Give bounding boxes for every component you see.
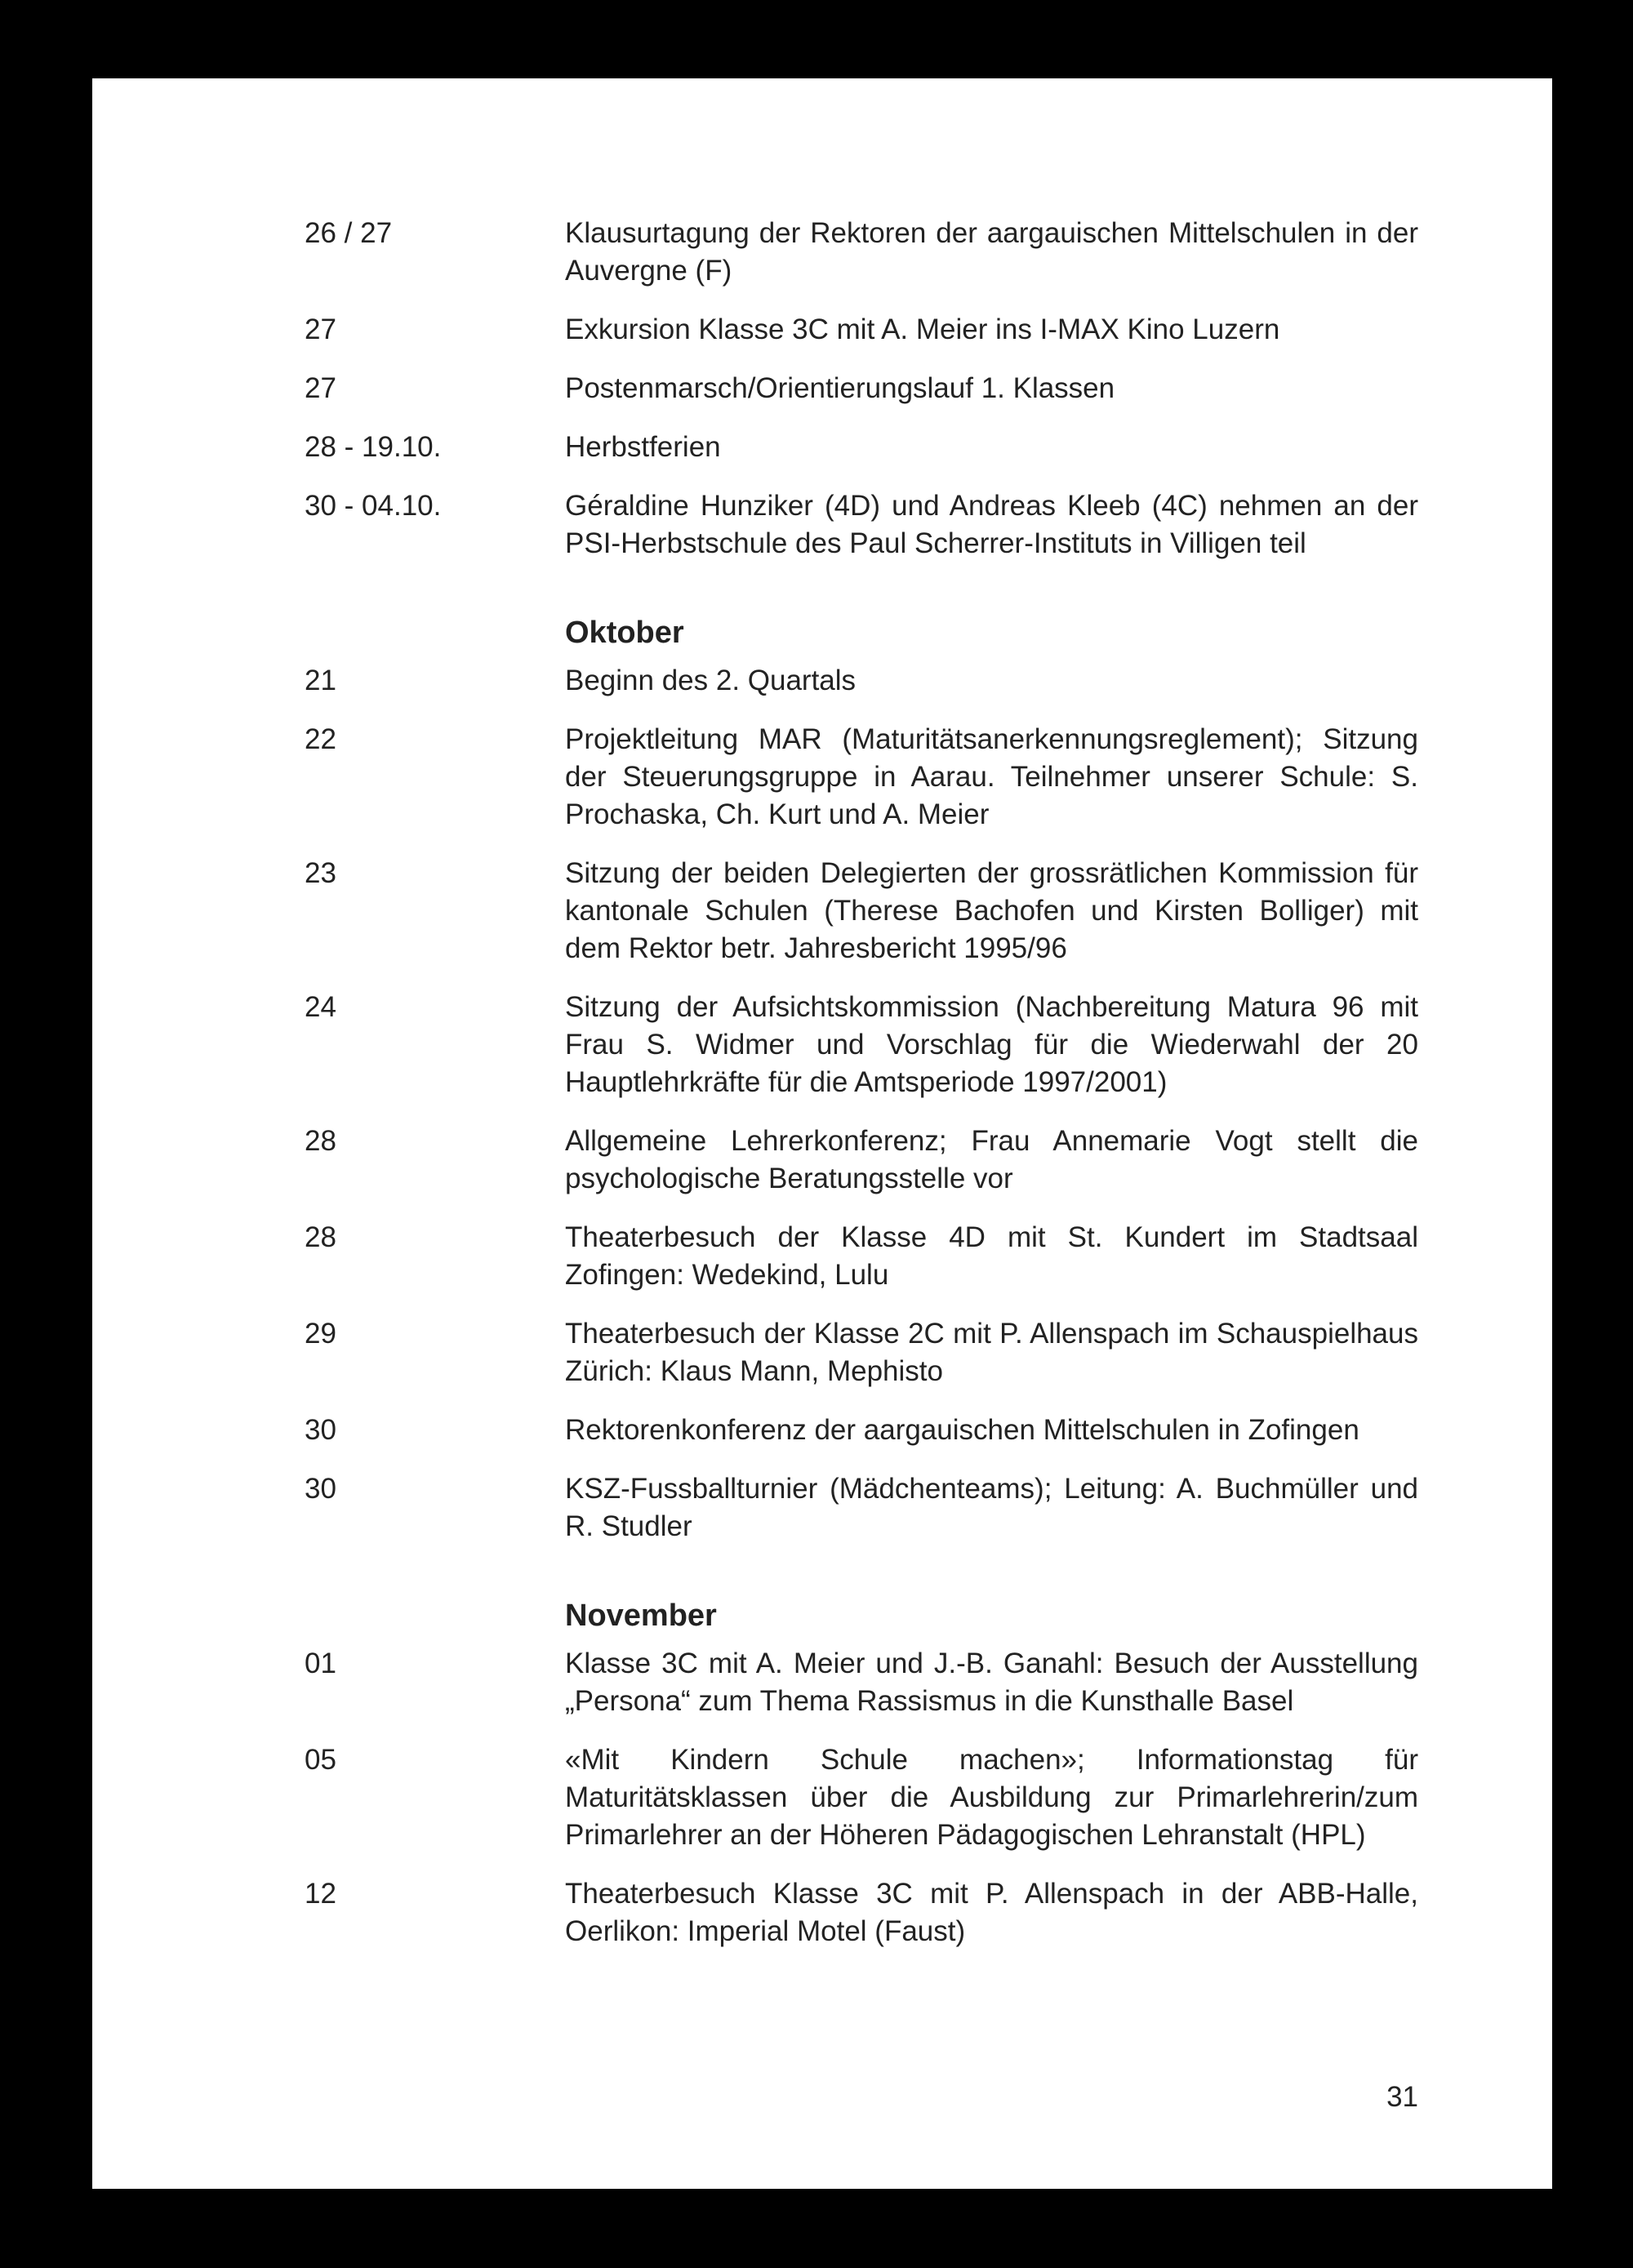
entry-date: 28 - 19.10. (305, 431, 442, 463)
entry-text: Herbstferien (565, 431, 721, 463)
entry-date: 21 (305, 665, 336, 696)
list-item (92, 1315, 1552, 1390)
entry-text: Postenmarsch/Orientierungslauf 1. Klassen (565, 372, 1115, 404)
month-heading-november: November (565, 1599, 717, 1633)
list-item (92, 370, 1552, 407)
list-item (92, 487, 1552, 563)
entry-date: 30 (305, 1414, 336, 1446)
entry-text: Klausurtagung der Rektoren der aargauischen Mittelschulen in der Auvergne (F) (565, 217, 1418, 287)
entry-date: 28 (305, 1221, 336, 1253)
entry-date: 30 - 04.10. (305, 490, 442, 522)
entry-text: Klasse 3C mit A. Meier und J.-B. Ganahl: Besuch der Ausstellung „Persona“ zum Thema Rassismus in die Kunsthalle Basel (565, 1648, 1418, 1717)
entry-text: Exkursion Klasse 3C mit A. Meier ins I-MAX Kino Luzern (565, 314, 1280, 345)
list-item (92, 1741, 1552, 1854)
list-item (92, 855, 1552, 967)
entry-text: Rektorenkonferenz der aargauischen Mittelschulen in Zofingen (565, 1414, 1359, 1446)
entry-date: 27 (305, 314, 336, 345)
chronicle-entries (92, 215, 1552, 1972)
list-item (92, 1645, 1552, 1720)
entry-date: 27 (305, 372, 336, 404)
entry-text: Beginn des 2. Quartals (565, 665, 857, 696)
entry-text: Theaterbesuch der Klasse 2C mit P. Allenspach im Schauspielhaus Zürich: Klaus Mann, Mephisto (565, 1318, 1418, 1387)
entry-date: 24 (305, 991, 336, 1023)
entry-date: 23 (305, 857, 336, 889)
month-heading-oktober: Oktober (565, 616, 684, 650)
entry-date: 29 (305, 1318, 336, 1350)
entry-text: Projektleitung MAR (Maturitätsanerkennungsreglement); Sitzung der Steuerungsgruppe in Aarau. Teilnehmer unserer Schule: S. Prochaska, Ch. Kurt und A. Meier (565, 723, 1418, 830)
list-item (92, 215, 1552, 290)
entry-date: 01 (305, 1648, 336, 1679)
entry-date: 28 (305, 1125, 336, 1157)
entry-date: 05 (305, 1744, 336, 1776)
list-item (92, 662, 1552, 700)
list-item (92, 721, 1552, 834)
entry-text: Sitzung der Aufsichtskommission (Nachbereitung Matura 96 mit Frau S. Widmer und Vorschlag für die Wiederwahl der 20 Hauptlehrkräfte für die Amtsperiode 1997/2001) (565, 991, 1418, 1098)
page-number: 31 (1386, 2081, 1418, 2113)
list-item (92, 989, 1552, 1101)
list-item (92, 311, 1552, 349)
list-item (92, 1875, 1552, 1950)
entry-date: 26 / 27 (305, 217, 393, 249)
entry-text: Géraldine Hunziker (4D) und Andreas Kleeb (4C) nehmen an der PSI-Herbstschule des Paul Scherrer-Instituts in Villigen teil (565, 490, 1418, 559)
document-page (92, 78, 1552, 2189)
list-item (92, 1470, 1552, 1545)
entry-date: 30 (305, 1473, 336, 1505)
entry-date: 12 (305, 1878, 336, 1910)
entry-text: Theaterbesuch Klasse 3C mit P. Allenspach in der ABB-Halle, Oerlikon: Imperial Motel (Faust) (565, 1878, 1418, 1947)
list-item (92, 429, 1552, 466)
list-item (92, 1123, 1552, 1198)
entry-date: 22 (305, 723, 336, 755)
entry-text: Sitzung der beiden Delegierten der grossrätlichen Kommission für kantonale Schulen (Therese Bachofen und Kirsten Bolliger) mit dem Rektor betr. Jahresbericht 1995/96 (565, 857, 1418, 964)
list-item (92, 1412, 1552, 1449)
entry-text: Allgemeine Lehrerkonferenz; Frau Annemarie Vogt stellt die psychologische Beratungsstelle vor (565, 1125, 1418, 1194)
entry-text: «Mit Kindern Schule machen»; Informationstag für Maturitätsklassen über die Ausbildung zur Primarlehrerin/zum Primarlehrer an der Höheren Pädagogischen Lehranstalt (HPL) (565, 1744, 1418, 1851)
list-item (92, 1219, 1552, 1294)
entry-text: KSZ-Fussballturnier (Mädchenteams); Leitung: A. Buchmüller und R. Studler (565, 1473, 1418, 1542)
entry-text: Theaterbesuch der Klasse 4D mit St. Kundert im Stadtsaal Zofingen: Wedekind, Lulu (565, 1221, 1418, 1291)
